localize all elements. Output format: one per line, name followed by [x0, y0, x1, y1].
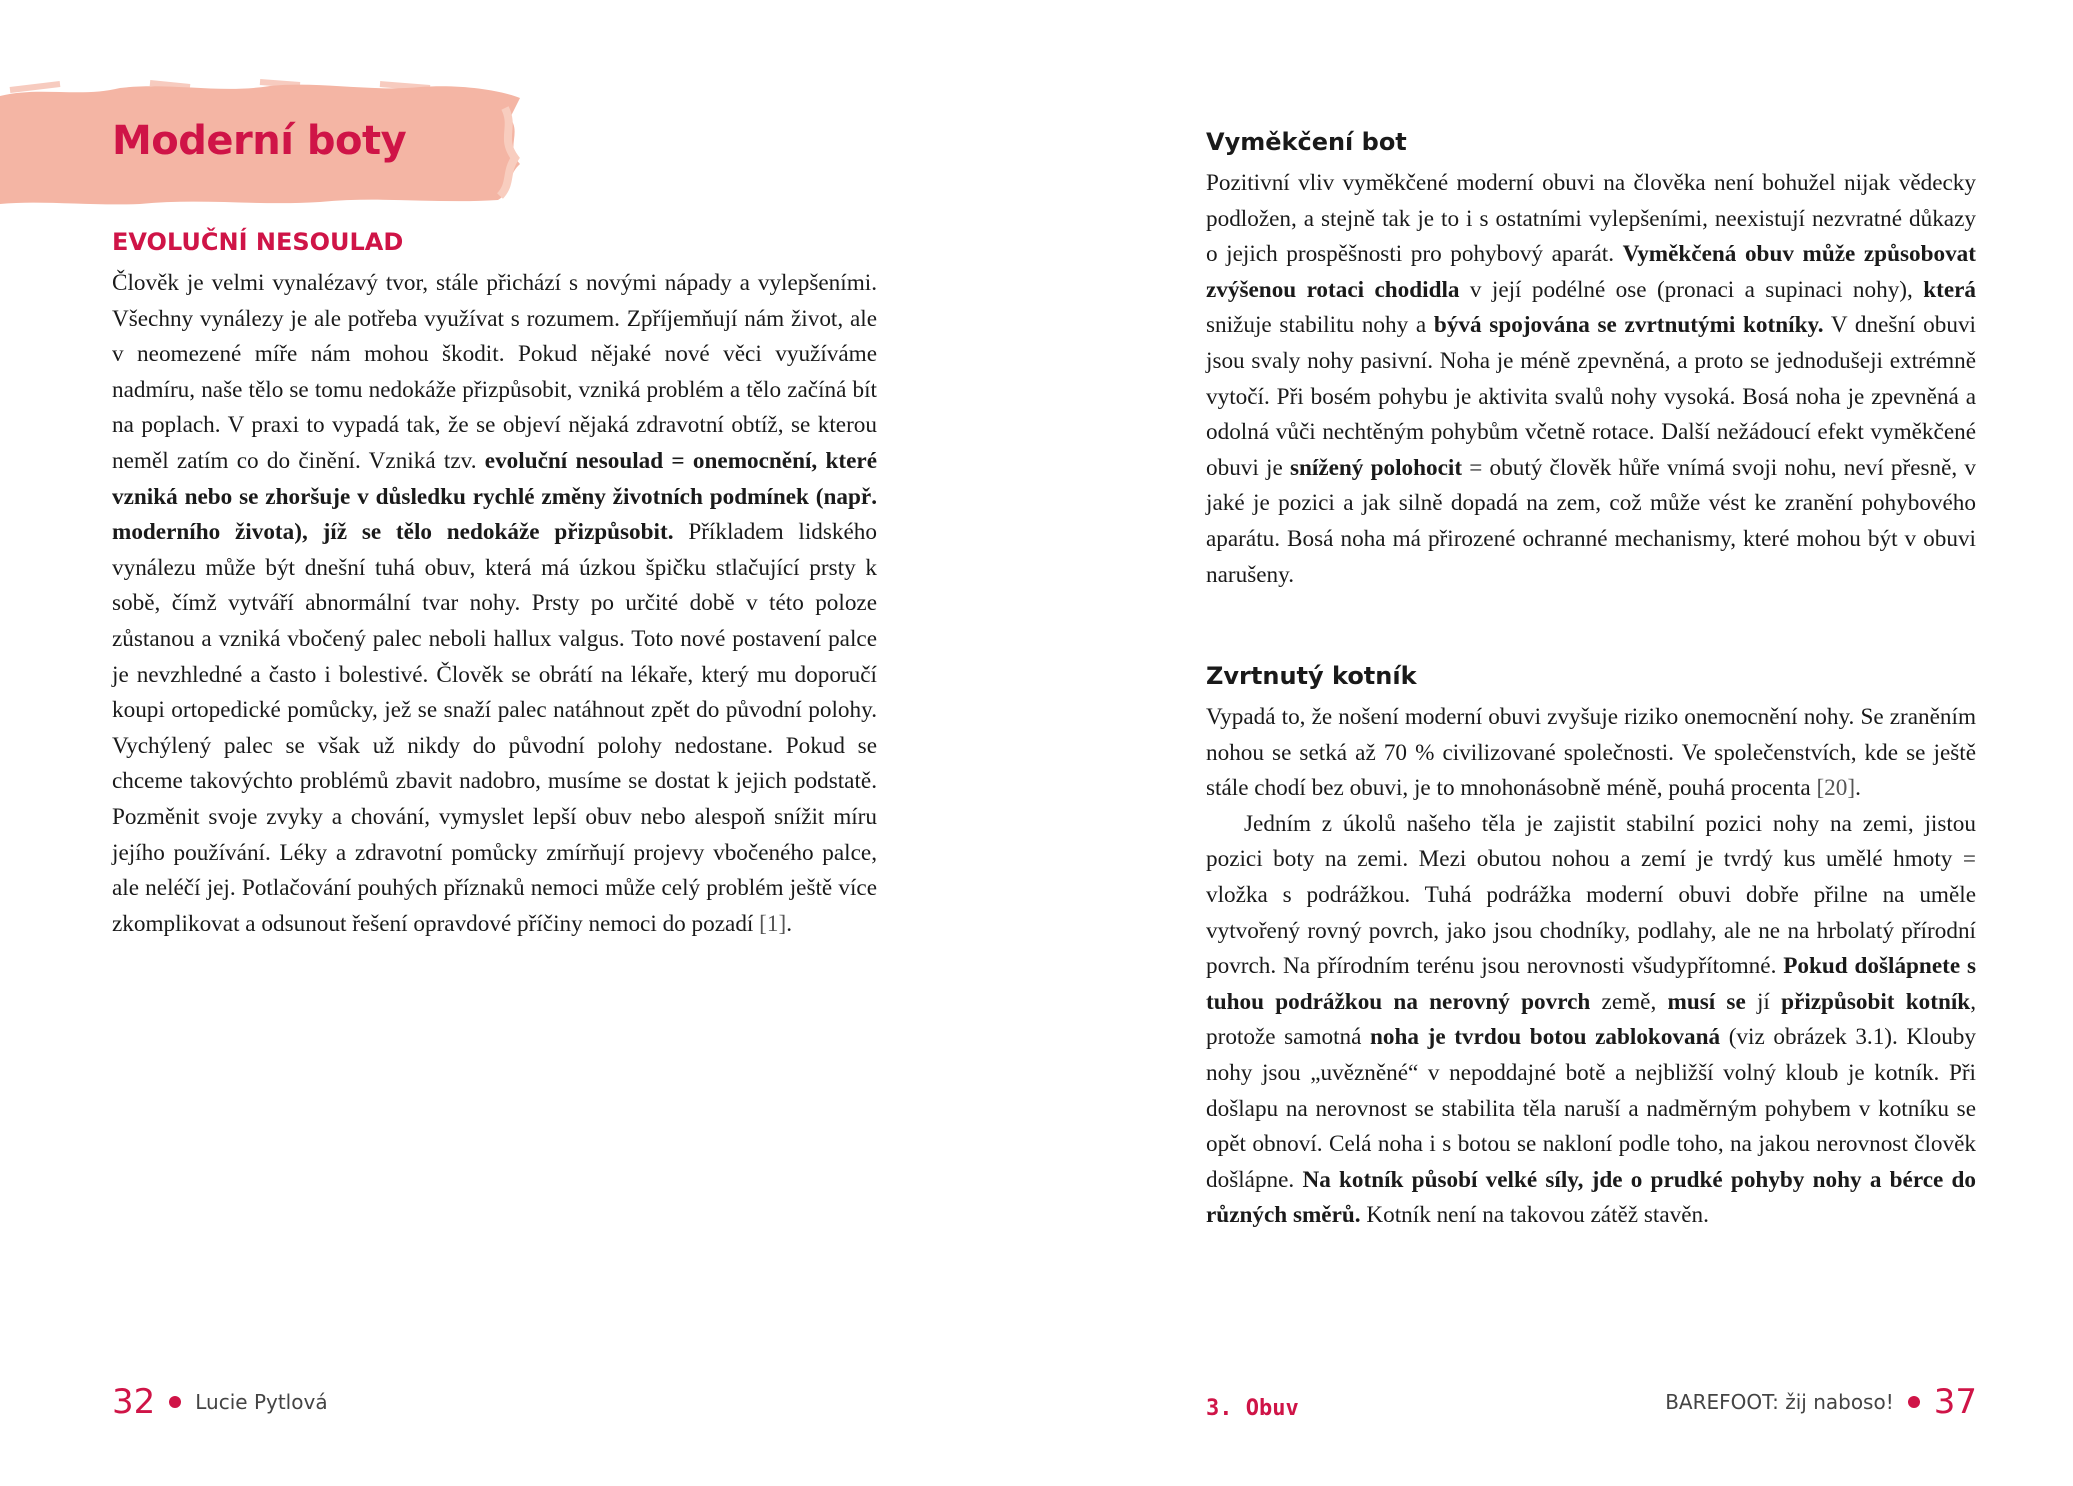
paragraph: Pozitivní vliv vyměkčené moderní obuvi na člověka není bohužel nijak vědecky podložen, a stejně tak je to i s ostatními vylepšeními, neexistují nezvratné důkazy o jejich prospěšnosti pro pohybový aparát. Vyměkčená obuv může způsobovat zvýšenou rotaci chodidla v její podélné ose (pronaci a supinaci nohy), která snižuje stabilitu nohy a bývá spojována se zvrtnutými kotníky. V dnešní obuvi jsou svaly nohy pasivní. Noha je méně zpevněná, a proto se jednodušeji extrémně vytočí. Při bosém pohybu je aktivita svalů nohy vysoká. Bosá noha je zpevněná a odolná vůči nechtěným pohybům včetně rotace. Další nežádoucí efekt vyměkčené obuvi je snížený polohocit = obutý člověk hůře vnímá svoji nohu, neví přesně, v jaké je pozici a jak silně dopadá na zem, což může vést ke zranění pohybového aparátu. Bosá noha má přirozené ochranné mechanismy, které mohou být v obuvi narušeny. [1206, 170, 1976, 588]
right-page [1036, 0, 2073, 1486]
bullet-dot-icon [1908, 1396, 1920, 1408]
left-page [0, 0, 1036, 1486]
citation-link[interactable]: [20] [1816, 775, 1856, 802]
folio-left [112, 1382, 328, 1422]
subheading-vymekceni: Vyměkčení bot [1206, 128, 1407, 156]
chapter-title: Moderní boty [112, 118, 407, 164]
subheading-zvrtnuty-kotnik: Zvrtnutý kotník [1206, 662, 1417, 690]
page-number: 37 [1933, 1382, 1977, 1422]
page-number: 32 [112, 1382, 156, 1422]
paragraph: Vypadá to, že nošení moderní obuvi zvyšuje riziko onemocnění nohy. Se zraněním nohou se setká až 70 % civilizované společnosti. Ve společenstvích, kde se ještě stále chodí bez obuvi, je to mnohonásobně méně, pouhá procenta [20]. [1206, 704, 1976, 802]
section-heading: EVOLUČNÍ NESOULAD [112, 228, 404, 256]
chapter-label: 3. Obuv [1206, 1396, 1299, 1421]
author-name: Lucie Pytlová [195, 1390, 328, 1414]
citation-link[interactable]: [1] [759, 910, 787, 937]
body-text-section1 [1206, 166, 1976, 593]
paragraph: Člověk je velmi vynalézavý tvor, stále přichází s novými nápady a vylepšeními. Všechny vynálezy je ale potřeba využívat s rozumem. Zpříjemňují nám život, ale v neomezené míře nám mohou škodit. Pokud nějaké nové věci využíváme nadmíru, naše tělo se tomu nedokáže přizpůsobit, vzniká problém a tělo začíná bít na poplach. V praxi to vypadá tak, že se objeví nějaká zdravotní obtíž, se kterou neměl zatím co do činění. Vzniká tzv. evoluční nesoulad = onemocnění, které vzniká nebo se zhoršuje v důsledku rychlé změny životních podmínek (např. moderního života), jíž se tělo nedokáže přizpůsobit. Příkladem lidského vynálezu může být dnešní tuhá obuv, která má úzkou špičku stlačující prsty k sobě, čímž vytváří abnormální tvar nohy. Prsty po určité době v této poloze zůstanou a vzniká vbočený palec neboli hallux valgus. Toto nové postavení palce je nevzhledné a často i bolestivé. Člověk se obrátí na lékaře, který mu doporučí koupi ortopedické pomůcky, jež se snaží palec natáhnout zpět do původní polohy. Vychýlený palec se však už nikdy do původní polohy nedostane. Pokud se chceme takovýchto problémů zbavit nadobro, musíme se dostat k jejich podstatě. Pozměnit svoje zvyky a chování, vymyslet lepší obuv nebo alespoň snížit míru jejího používání. Léky a zdravotní pomůcky zmírňují projevy vbočeného palce, ale neléčí jej. Potlačování pouhých příznaků nemoci může celý problém ještě více zkomplikovat a odsunout řešení opravdové příčiny nemoci do pozadí [1]. [112, 270, 877, 937]
bullet-dot-icon [169, 1396, 181, 1408]
body-text [112, 266, 877, 942]
book-title: BAREFOOT: žij naboso! [1665, 1390, 1894, 1414]
body-text-section2 [1206, 700, 1976, 1234]
paragraph: Jedním z úkolů našeho těla je zajistit stabilní pozici nohy na zemi, jistou pozici boty na zemi. Mezi obutou nohou a zemí je tvrdý kus umělé hmoty = vložka s podrážkou. Tuhá podrážka moderní obuvi dobře přilne na uměle vytvořený rovný povrch, jako jsou chodníky, podlahy, ale ne na hrbolatý přírodní povrch. Na přírodním terénu jsou nerovnosti všudypřítomné. Pokud došlápnete s tuhou podrážkou na nerovný povrch země, musí se jí přizpůsobit kotník, protože samotná noha je tvrdou botou zablokovaná (viz obrázek 3.1). Klouby nohy jsou „uvězněné“ v nepoddajné botě a nejbližší volný kloub je kotník. Při došlapu na nerovnost se stabilita těla naruší a nadměrným pohybem v kotníku se opět obnoví. Celá noha i s botou se nakloní podle toho, na jakou nerovnost člověk došlápne. Na kotník působí velké síly, jde o prudké pohyby nohy a bérce do různých směrů. Kotník není na takovou zátěž stavěn. [1206, 810, 1976, 1229]
folio-right [1665, 1382, 1977, 1422]
